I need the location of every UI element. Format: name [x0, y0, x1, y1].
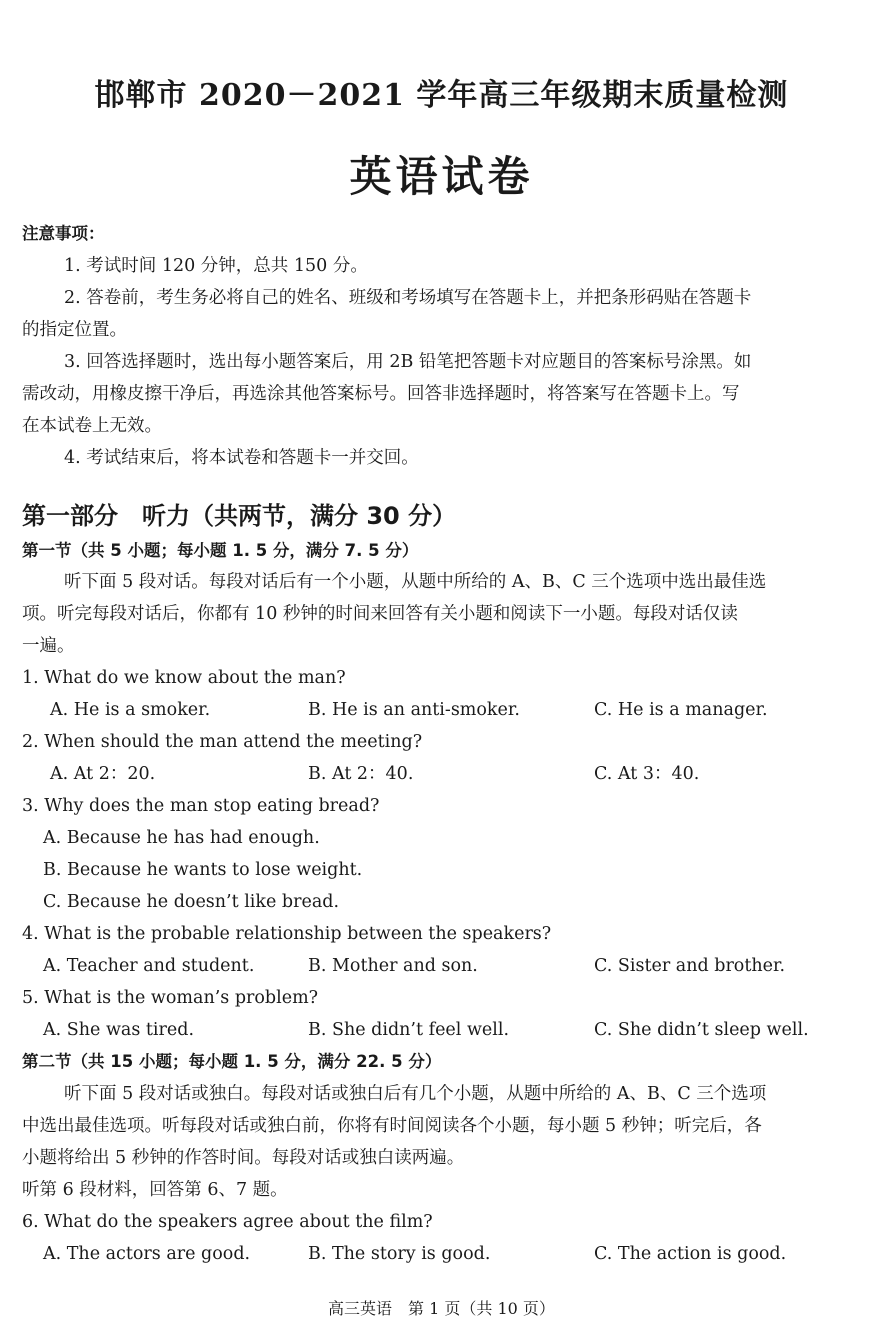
question-4-stem: 4. What is the probable relationship between the speakers?: [22, 924, 552, 944]
question-2-option-b: B. At 2：40.: [308, 764, 414, 784]
section1-instruction-1: 听下面 5 段对话。每段对话后有一个小题，从题中所给的 A、B、C 三个选项中选出最佳选: [64, 572, 767, 592]
section1-heading: 第一节（共 5 小题；每小题 1. 5 分，满分 7. 5 分）: [22, 541, 419, 560]
question-6-option-a: A. The actors are good.: [43, 1244, 251, 1264]
question-6-stem: 6. What do the speakers agree about the film?: [22, 1212, 433, 1232]
question-2-option-a: A. At 2：20.: [50, 764, 156, 784]
material-6-note: 听第 6 段材料，回答第 6、7 题。: [22, 1180, 288, 1200]
question-5-option-a: A. She was tired.: [43, 1020, 195, 1040]
question-2-option-c: C. At 3：40.: [594, 764, 700, 784]
exam-title: 邯郸市 2020－2021 学年高三年级期末质量检测: [94, 78, 789, 113]
section1-instruction-2: 项。听完每段对话后，你都有 10 秒钟的时间来回答有关小题和阅读下一小题。每段对话仅读: [22, 604, 738, 624]
question-1-stem: 1. What do we know about the man?: [22, 668, 346, 688]
question-3-stem: 3. Why does the man stop eating bread?: [22, 796, 380, 816]
page-footer: 高三英语 第 1 页（共 10 页）: [328, 1299, 555, 1318]
exam-subtitle: 英语试卷: [349, 152, 534, 201]
section1-instruction-3: 一遍。: [22, 636, 75, 656]
notice-line-1: 1. 考试时间 120 分钟，总共 150 分。: [64, 256, 368, 276]
question-5-option-b: B. She didn’t feel well.: [308, 1020, 510, 1040]
notice-line-3b: 需改动，用橡皮擦干净后，再选涂其他答案标号。回答非选择题时，将答案写在答题卡上。写: [22, 384, 740, 404]
section2-heading: 第二节（共 15 小题；每小题 1. 5 分，满分 22. 5 分）: [22, 1052, 442, 1071]
question-3-option-a: A. Because he has had enough.: [43, 828, 320, 848]
notice-line-2a: 2. 答卷前，考生务必将自己的姓名、班级和考场填写在答题卡上，并把条形码贴在答题卡: [64, 288, 752, 308]
section2-instruction-3: 小题将给出 5 秒钟的作答时间。每段对话或独白读两遍。: [22, 1148, 465, 1168]
notice-line-3c: 在本试卷上无效。: [22, 416, 162, 436]
notice-line-2b: 的指定位置。: [22, 320, 127, 340]
notice-line-4: 4. 考试结束后，将本试卷和答题卡一并交回。: [64, 448, 419, 468]
question-5-option-c: C. She didn’t sleep well.: [594, 1020, 809, 1040]
section2-instruction-1: 听下面 5 段对话或独白。每段对话或独白后有几个小题，从题中所给的 A、B、C 三个选项: [64, 1084, 767, 1104]
question-6-option-b: B. The story is good.: [308, 1244, 491, 1264]
notice-heading: 注意事项：: [22, 224, 105, 243]
question-1-option-c: C. He is a manager.: [594, 700, 768, 720]
section2-instruction-2: 中选出最佳选项。听每段对话或独白前，你将有时间阅读各个小题，每小题 5 秒钟；听完后，各: [22, 1116, 762, 1136]
question-5-stem: 5. What is the woman’s problem?: [22, 988, 319, 1008]
notice-line-3a: 3. 回答选择题时，选出每小题答案后，用 2B 铅笔把答题卡对应题目的答案标号涂黑。如: [64, 352, 752, 372]
question-1-option-b: B. He is an anti-smoker.: [308, 700, 520, 720]
question-1-option-a: A. He is a smoker.: [50, 700, 211, 720]
question-3-option-c: C. Because he doesn’t like bread.: [43, 892, 340, 912]
question-4-option-c: C. Sister and brother.: [594, 956, 786, 976]
question-2-stem: 2. When should the man attend the meeting?: [22, 732, 423, 752]
question-4-option-b: B. Mother and son.: [308, 956, 478, 976]
question-6-option-c: C. The action is good.: [594, 1244, 787, 1264]
part1-heading: 第一部分 听力（共两节，满分 30 分）: [22, 502, 457, 530]
question-4-option-a: A. Teacher and student.: [43, 956, 255, 976]
question-3-option-b: B. Because he wants to lose weight.: [43, 860, 363, 880]
